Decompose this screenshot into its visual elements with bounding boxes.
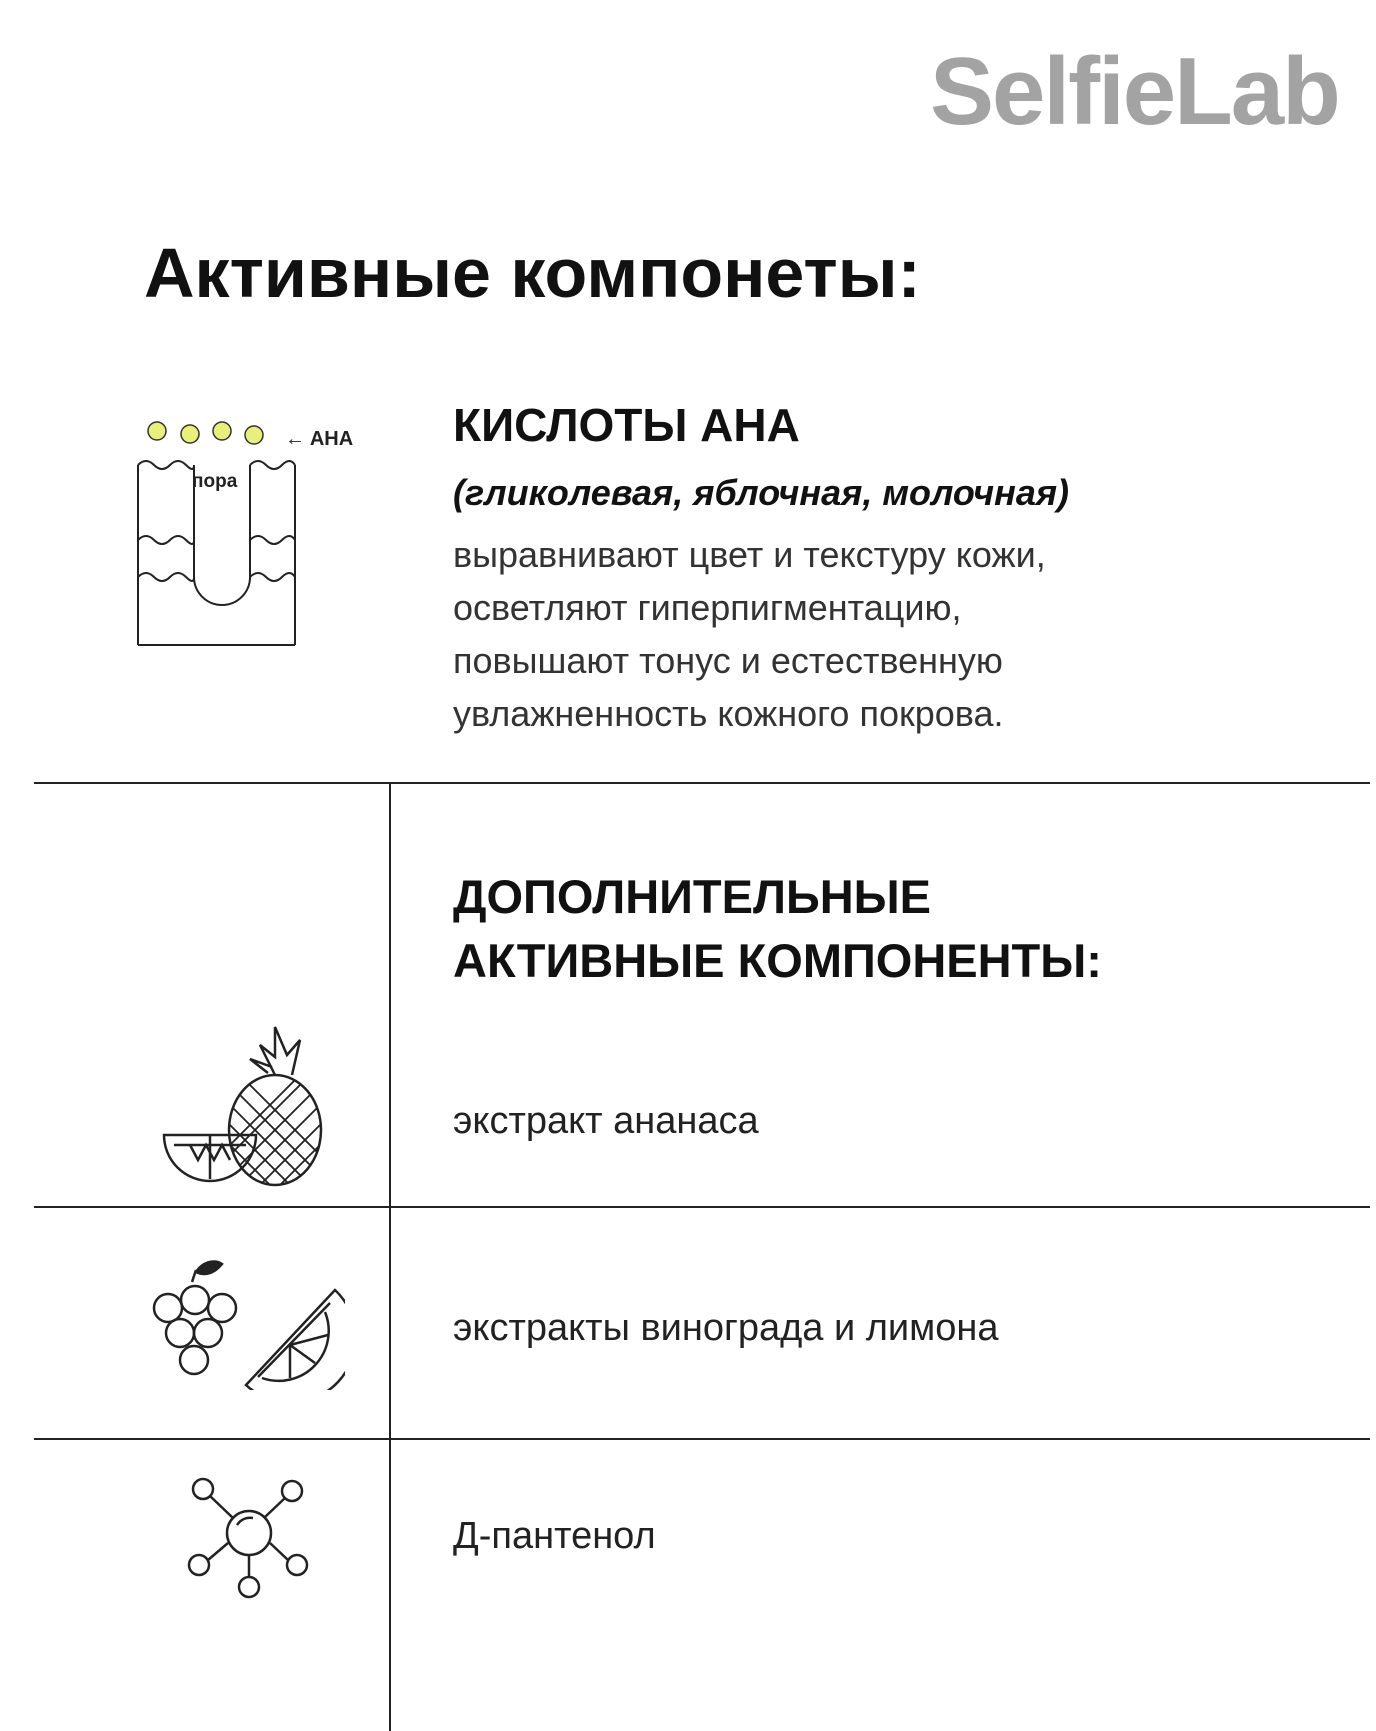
extra-heading-line: ДОПОЛНИТЕЛЬНЫЕ (453, 870, 932, 923)
extra-heading-line: АКТИВНЫЕ КОМПОНЕНТЫ: (453, 934, 1102, 987)
item-grape-lemon: экстракты винограда и лимона (453, 1307, 999, 1349)
pore-diagram-icon (130, 405, 390, 650)
aha-arrow-label: ← AHA (285, 428, 354, 450)
divider-top (34, 782, 1370, 784)
item-panthenol: Д-пантенол (453, 1515, 656, 1557)
item-pineapple: экстракт ананаса (453, 1100, 759, 1142)
grape-lemon-icon (150, 1260, 345, 1390)
aha-heading: КИСЛОТЫ АНА (453, 399, 800, 451)
divider-row-2 (34, 1438, 1370, 1440)
molecule-icon (185, 1475, 315, 1600)
aha-dots (148, 422, 263, 444)
aha-subtitle: (гликолевая, яблочная, молочная) (453, 472, 1070, 513)
pore-label: пора (192, 471, 238, 492)
brand-logo: SelfieLab (930, 38, 1339, 145)
pineapple-icon (160, 1025, 330, 1187)
divider-vertical (389, 782, 391, 1731)
aha-description-line: повышают тонус и естественную (453, 640, 1003, 681)
aha-description-line: осветляют гиперпигментацию, (453, 587, 962, 628)
page-title: Активные компонеты: (144, 234, 921, 312)
aha-description (453, 528, 1313, 740)
extra-heading (453, 865, 1102, 993)
aha-description-line: выравнивают цвет и текстуру кожи, (453, 534, 1046, 575)
aha-description-line: увлажненность кожного покрова. (453, 693, 1004, 734)
divider-row-1 (34, 1206, 1370, 1208)
